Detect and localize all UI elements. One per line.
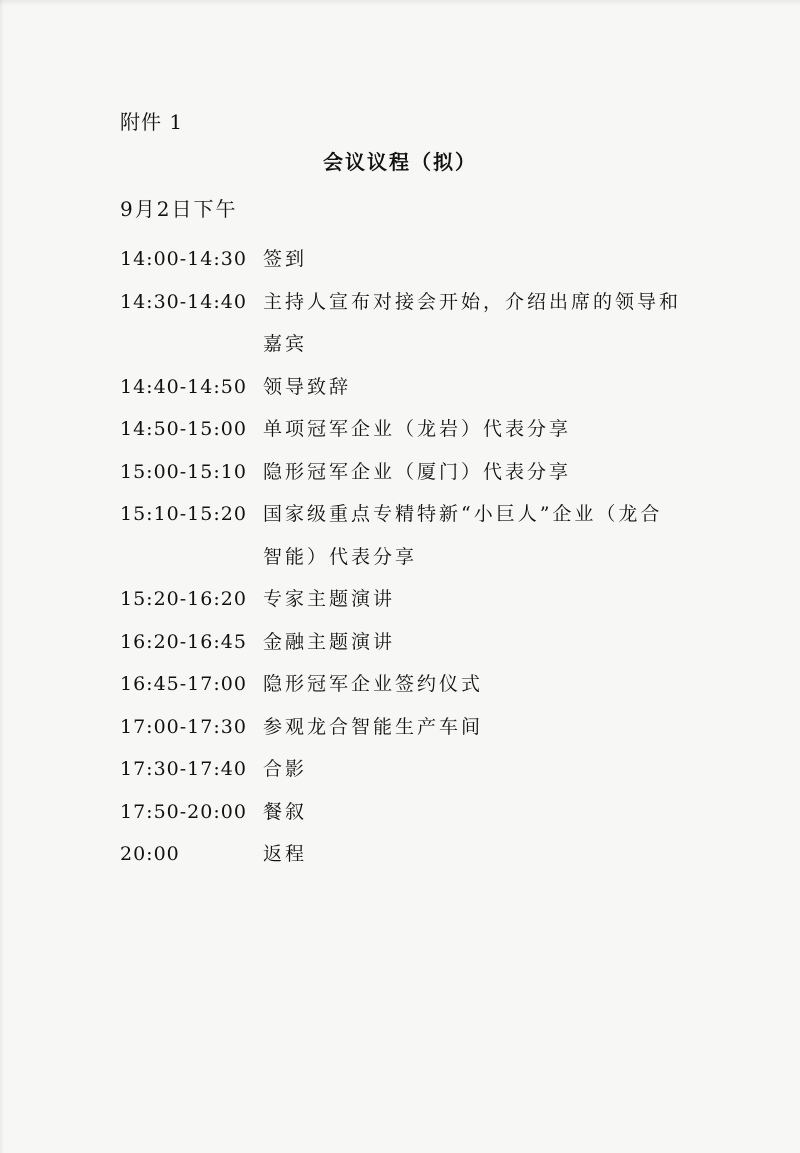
agenda-time: 14:00-14:30 <box>120 248 247 270</box>
agenda-row <box>120 706 700 749</box>
agenda-item: 国家级重点专精特新“小巨人”企业（龙合 智能）代表分享 <box>263 503 663 568</box>
agenda-item: 单项冠军企业（龙岩）代表分享 <box>263 418 572 440</box>
agenda-time: 16:45-17:00 <box>120 673 247 695</box>
agenda-row <box>120 663 700 706</box>
scan-edge-shadow <box>0 0 800 6</box>
agenda-item: 合影 <box>263 758 308 780</box>
agenda-item: 隐形冠军企业签约仪式 <box>263 673 484 695</box>
agenda-time: 14:30-14:40 <box>120 290 247 313</box>
agenda-item: 领导致辞 <box>263 375 352 398</box>
page-title: 会议议程（拟） <box>323 150 477 174</box>
agenda-list <box>120 238 700 876</box>
agenda-time: 17:30-17:40 <box>120 758 247 780</box>
agenda-row <box>120 578 700 621</box>
agenda-row <box>120 493 700 578</box>
agenda-row <box>120 833 700 876</box>
agenda-row <box>120 238 700 281</box>
agenda-row <box>120 791 700 834</box>
agenda-item: 餐叙 <box>263 800 308 823</box>
agenda-item: 参观龙合智能生产车间 <box>263 715 484 738</box>
agenda-time: 16:20-16:45 <box>120 630 247 653</box>
agenda-time: 15:20-16:20 <box>120 588 247 610</box>
agenda-time: 17:50-20:00 <box>120 800 247 823</box>
agenda-row <box>120 408 700 451</box>
agenda-date: 9月2日下午 <box>120 197 238 221</box>
agenda-row <box>120 366 700 409</box>
agenda-time: 20:00 <box>120 843 180 865</box>
agenda-row <box>120 451 700 494</box>
agenda-time: 15:00-15:10 <box>120 460 247 483</box>
agenda-row <box>120 281 700 366</box>
agenda-item: 隐形冠军企业（厦门）代表分享 <box>263 460 572 483</box>
agenda-item: 专家主题演讲 <box>263 588 396 610</box>
agenda-item: 主持人宣布对接会开始，介绍出席的领导和 嘉宾 <box>263 290 682 355</box>
agenda-row <box>120 621 700 664</box>
agenda-time: 15:10-15:20 <box>120 503 247 525</box>
attachment-label: 附件 1 <box>120 110 184 134</box>
agenda-item: 金融主题演讲 <box>263 630 396 653</box>
agenda-time: 14:40-14:50 <box>120 375 247 398</box>
agenda-item: 返程 <box>263 843 308 865</box>
agenda-row <box>120 748 700 791</box>
agenda-item: 签到 <box>263 248 308 270</box>
agenda-time: 17:00-17:30 <box>120 715 247 738</box>
agenda-time: 14:50-15:00 <box>120 418 247 440</box>
